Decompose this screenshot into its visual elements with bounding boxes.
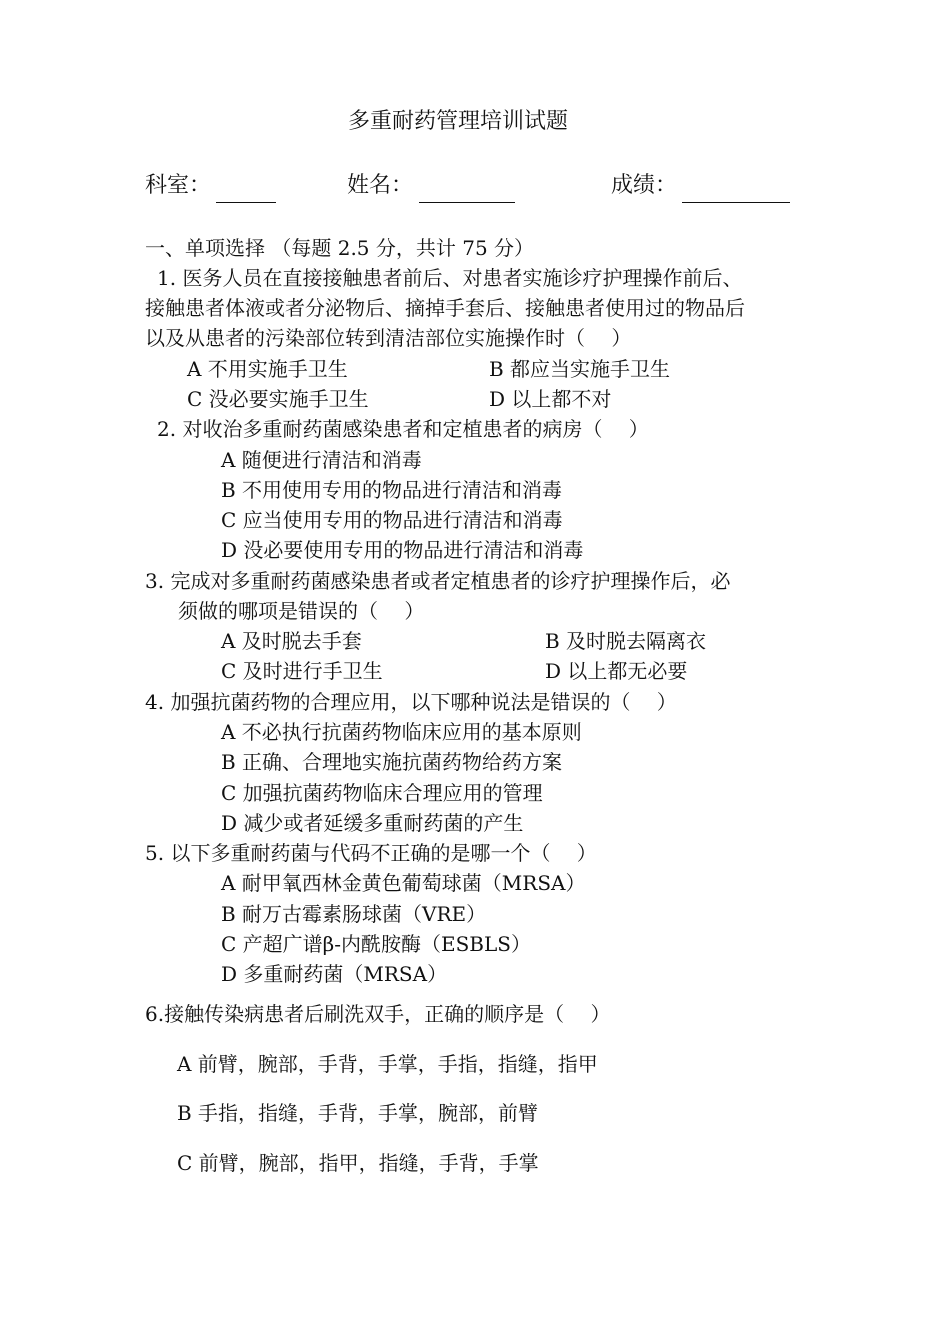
option-a[interactable]: A 随便进行清洁和消毒 bbox=[221, 448, 422, 472]
section-heading: 一、单项选择 （每题 2.5 分，共计 75 分） bbox=[145, 236, 535, 260]
option-c[interactable]: C 应当使用专用的物品进行清洁和消毒 bbox=[221, 508, 563, 532]
option-d[interactable]: D 没必要使用专用的物品进行清洁和消毒 bbox=[221, 538, 584, 562]
question-text: 2. 对收治多重耐药菌感染患者和定植患者的病房（ ） bbox=[157, 417, 649, 441]
question-text: 接触患者体液或者分泌物后、摘掉手套后、接触患者使用过的物品后 bbox=[145, 296, 745, 320]
question-text: 6.接触传染病患者后刷洗双手，正确的顺序是（ ） bbox=[145, 1002, 611, 1026]
option-a[interactable]: A 不必执行抗菌药物临床应用的基本原则 bbox=[221, 720, 582, 744]
score-label: 成绩： bbox=[611, 173, 678, 198]
question-text: 4. 加强抗菌药物的合理应用，以下哪种说法是错误的（ ） bbox=[145, 690, 677, 714]
dept-label: 科室： bbox=[145, 173, 212, 198]
option-c[interactable]: C 前臂，腕部，指甲，指缝，手背，手掌 bbox=[177, 1151, 539, 1175]
option-a[interactable]: A 耐甲氧西林金黄色葡萄球菌（MRSA） bbox=[221, 871, 586, 895]
option-d[interactable]: D 以上都无必要 bbox=[545, 659, 688, 683]
option-a[interactable]: A 及时脱去手套 bbox=[221, 629, 362, 653]
option-c[interactable]: C 产超广谱β-内酰胺酶（ESBLS） bbox=[221, 932, 531, 956]
option-b[interactable]: B 及时脱去隔离衣 bbox=[545, 629, 707, 653]
option-c[interactable]: C 加强抗菌药物临床合理应用的管理 bbox=[221, 781, 543, 805]
option-b[interactable]: B 手指，指缝，手背，手掌，腕部，前臂 bbox=[177, 1101, 539, 1125]
option-d[interactable]: D 减少或者延缓多重耐药菌的产生 bbox=[221, 811, 524, 835]
question-text: 1. 医务人员在直接接触患者前后、对患者实施诊疗护理操作前后、 bbox=[157, 266, 743, 290]
option-a[interactable]: A 不用实施手卫生 bbox=[187, 357, 348, 381]
option-b[interactable]: B 正确、合理地实施抗菌药物给药方案 bbox=[221, 750, 563, 774]
question-text: 5. 以下多重耐药菌与代码不正确的是哪一个（ ） bbox=[145, 841, 597, 865]
option-b[interactable]: B 不用使用专用的物品进行清洁和消毒 bbox=[221, 478, 563, 502]
question-text: 以及从患者的污染部位转到清洁部位实施操作时（ ） bbox=[145, 326, 632, 350]
option-b[interactable]: B 都应当实施手卫生 bbox=[489, 357, 671, 381]
score-blank[interactable] bbox=[682, 202, 790, 203]
question-text: 3. 完成对多重耐药菌感染患者或者定植患者的诊疗护理操作后，必 bbox=[145, 569, 731, 593]
option-a[interactable]: A 前臂，腕部，手背，手掌，手指，指缝，指甲 bbox=[177, 1052, 598, 1076]
question-text: 须做的哪项是错误的（ ） bbox=[178, 599, 425, 623]
option-b[interactable]: B 耐万古霉素肠球菌（VRE） bbox=[221, 902, 487, 926]
name-blank[interactable] bbox=[419, 202, 515, 203]
name-label: 姓名： bbox=[347, 173, 414, 198]
option-d[interactable]: D 以上都不对 bbox=[489, 387, 612, 411]
option-c[interactable]: C 没必要实施手卫生 bbox=[187, 387, 369, 411]
dept-blank[interactable] bbox=[216, 202, 276, 203]
page-title: 多重耐药管理培训试题 bbox=[348, 109, 569, 134]
option-c[interactable]: C 及时进行手卫生 bbox=[221, 659, 383, 683]
option-d[interactable]: D 多重耐药菌（MRSA） bbox=[221, 962, 448, 986]
